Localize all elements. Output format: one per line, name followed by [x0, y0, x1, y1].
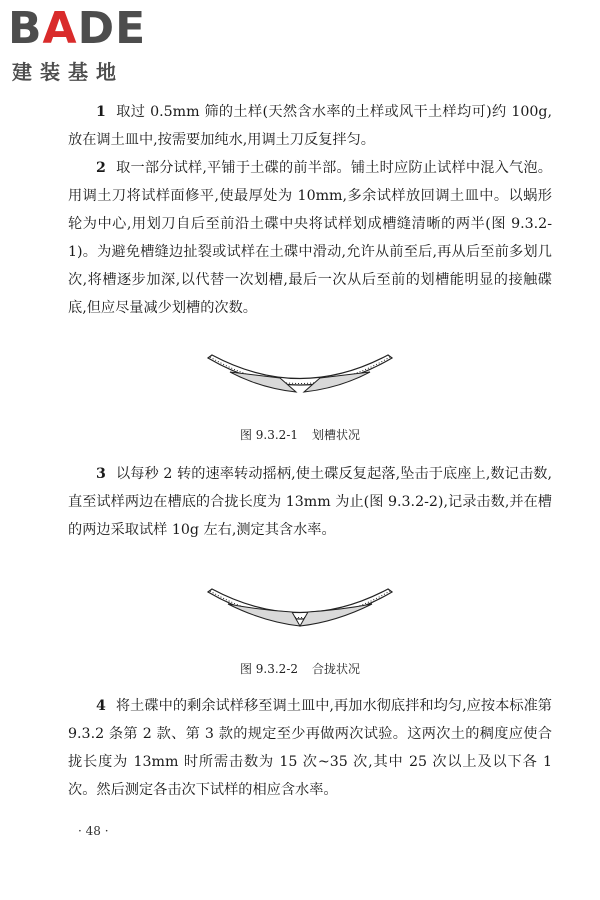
logo-letters-de: DE	[77, 3, 147, 54]
paragraph-number: 3	[96, 466, 106, 482]
paragraph-4	[68, 692, 552, 804]
bade-logo	[8, 3, 188, 85]
paragraph-text: 以每秒 2 转的速率转动摇柄,使土碟反复起落,坠击于底座上,数记击数,直至试样两边在槽底的合拢长度为 13mm 为止(图 9.3.2-2),记录击数,并在槽的两边采取试样 10g 左右,测定其含水率。	[68, 466, 552, 538]
logo-letter-a: A	[42, 3, 78, 54]
paragraph-2	[68, 154, 552, 322]
figure-title: 合拢状况	[312, 662, 361, 676]
paragraph-text: 将土碟中的剩余试样移至调土皿中,再加水彻底拌和均匀,应按本标准第 9.3.2 条第 2 款、第 3 款的规定至少再做两次试验。这两次土的稠度应使合拢长度为 13mm 时所需击数为 15 次~35 次,其中 25 次以上及以下各 1 次。然后测定各击次下试样的相应含水率。	[68, 698, 552, 798]
paragraph-number: 1	[96, 104, 106, 120]
figure-1-caption	[0, 426, 600, 443]
figure-2-caption	[0, 660, 600, 677]
paragraph-number: 4	[96, 698, 106, 714]
figure-title: 划槽状况	[312, 428, 361, 442]
paragraph-3	[68, 460, 552, 544]
paragraph-text: 取一部分试样,平铺于土碟的前半部。铺土时应防止试样中混入气泡。用调土刀将试样面修平,使最厚处为 10mm,多余试样放回调土皿中。以蜗形轮为中心,用划刀自后至前沿土碟中央将试样划成槽缝清晰的两半(图 9.3.2-1)。为避免槽缝边扯裂或试样在土碟中滑动,允许从前至后,再从后至前多划几次,将槽逐步加深,以代替一次划槽,最后一次从后至前的划槽能明显的接触碟底,但应尽量减少划槽的次数。	[68, 160, 552, 316]
logo-wordmark	[8, 3, 188, 54]
figure-groove-illustration	[200, 350, 400, 420]
figure-closing-illustration	[200, 582, 400, 652]
page-number: · 48 ·	[78, 824, 109, 838]
paragraph-text: 取过 0.5mm 筛的土样(天然含水率的土样或风干土样均可)约 100g,放在调土皿中,按需要加纯水,用调土刀反复拌匀。	[68, 104, 552, 148]
paragraph-1	[68, 98, 552, 154]
logo-subtitle: 建装基地	[12, 60, 124, 84]
figure-label: 图 9.3.2-2	[239, 662, 299, 676]
paragraph-number: 2	[96, 160, 106, 176]
figure-label: 图 9.3.2-1	[239, 428, 299, 442]
logo-letter-b: B	[8, 3, 43, 54]
